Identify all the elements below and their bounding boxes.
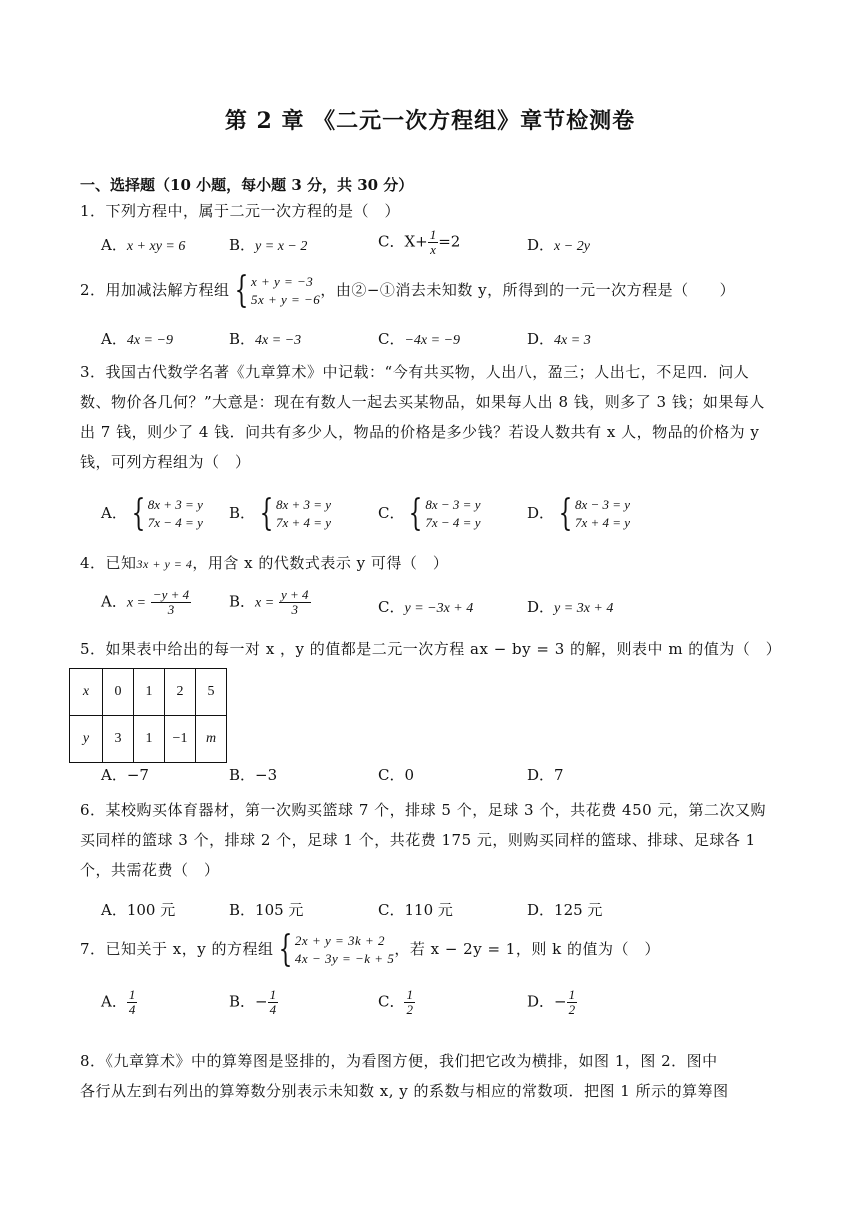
table-cell: 2 <box>165 669 196 716</box>
table-cell: y <box>70 716 103 763</box>
q3-option-c: C． { 8x − 3 = y 7x − 4 = y <box>378 493 481 534</box>
question-5-stem: 5．如果表中给出的每一对 x ，y 的值都是二元一次方程 ax − by = 3 的解，则表中 m 的值为（ ） <box>80 640 782 658</box>
table-cell: 3 <box>103 716 134 763</box>
q7-option-c: C． $\frac{1}{2}$ <box>378 987 413 1017</box>
q4-option-b: B．x = $\frac{y + 4}{3}$ <box>229 587 309 617</box>
question-7-stem: 7．已知关于 x，y 的方程组 { 2x + y = 3k + 2 4x − 3y = −k + 5 ，若 x − 2y = 1，则 k 的值为（ ） <box>80 929 660 970</box>
question-4-stem: 4．已知3x + y = 4，用含 x 的代数式表示 y 可得（ ） <box>80 554 449 572</box>
table-cell: 1 <box>134 669 165 716</box>
q1-option-b: B．y = x − 2 <box>229 236 308 254</box>
question-8-line-1: 8．《九章算术》中的算筹图是竖排的，为看图方便，我们把它改为横排，如图 1，图 2．图中 <box>80 1052 718 1070</box>
table-row <box>70 716 227 763</box>
q3-option-a: A． { 8x + 3 = y 7x − 4 = y <box>101 493 203 534</box>
question-3-stem: 3．我国古代数学名著《九章算术》中记载：“今有共买物，人出八，盈三；人出七，不足四．问人数、物价各几何？”大意是：现在有数人一起去买某物品，如果每人出 8 钱，则多了 3 钱；如果每人出 7 钱，则少了 4 钱．问共有多少人，物品的价格是多少钱？若设人数共有 x 人，物品的价格为 y 钱，可列方程组为（ ） <box>80 363 765 471</box>
question-6-stem: 6．某校购买体育器材，第一次购买篮球 7 个，排球 5 个，足球 3 个，共花费 450 元，第二次又购买同样的篮球 3 个，排球 2 个，足球 1 个，共花费 175 元，则购买同样的篮球、排球、足球各 1 个，共需花费（ ） <box>80 801 766 879</box>
q6-option-c: C．110 元 <box>378 901 453 919</box>
q5-option-d: D．7 <box>527 766 564 784</box>
q3-option-d: D． { 8x − 3 = y 7x + 4 = y <box>527 493 631 534</box>
q1-option-c: C．X+ $\frac{1}{x}$ =2 <box>378 227 461 257</box>
question-1-stem: 1．下列方程中，属于二元一次方程的是（ ） <box>80 202 401 220</box>
q6-option-d: D．125 元 <box>527 901 603 919</box>
q7-option-a: A． $\frac{1}{4}$ <box>101 987 136 1017</box>
q7-option-d: D．− $\frac{1}{2}$ <box>527 987 576 1017</box>
q5-value-table <box>69 668 227 763</box>
q5-option-b: B．−3 <box>229 766 278 784</box>
page-title: 第 2 章 《二元一次方程组》章节检测卷 <box>224 108 636 134</box>
table-cell: 5 <box>196 669 227 716</box>
q7-option-b: B．− $\frac{1}{4}$ <box>229 987 277 1017</box>
table-row <box>70 669 227 716</box>
question-2-stem: 2．用加减法解方程组 { x + y = −3 5x + y = −6 ，由②−①消去未知数 y，所得到的一元一次方程是（ ） <box>80 270 736 311</box>
q3-option-b: B． { 8x + 3 = y 7x + 4 = y <box>229 493 332 534</box>
table-cell: x <box>70 669 103 716</box>
q1-option-d: D．x − 2y <box>527 236 590 254</box>
q2-option-a: A．4x = −9 <box>101 330 173 348</box>
table-cell: 0 <box>103 669 134 716</box>
table-cell: 1 <box>134 716 165 763</box>
q2-option-b: B．4x = −3 <box>229 330 302 348</box>
q5-option-a: A．−7 <box>101 766 149 784</box>
section-heading: 一、选择题（10 小题，每小题 3 分，共 30 分） <box>80 176 414 194</box>
q2-option-c: C．−4x = −9 <box>378 330 461 348</box>
q4-option-c: C．y = −3x + 4 <box>378 598 474 616</box>
question-8-line-2: 各行从左到右列出的算筹数分别表示未知数 x, y 的系数与相应的常数项．把图 1 所示的算筹图 <box>80 1082 729 1100</box>
q2-option-d: D．4x = 3 <box>527 330 591 348</box>
q1-option-a: A．x + xy = 6 <box>101 236 186 254</box>
q4-option-d: D．y = 3x + 4 <box>527 598 614 616</box>
q5-option-c: C．0 <box>378 766 415 784</box>
q6-option-a: A．100 元 <box>101 901 176 919</box>
table-cell: −1 <box>165 716 196 763</box>
q4-option-a: A．x = $\frac{-y + 4}{3}$ <box>101 587 190 617</box>
q6-option-b: B．105 元 <box>229 901 304 919</box>
table-cell: m <box>196 716 227 763</box>
